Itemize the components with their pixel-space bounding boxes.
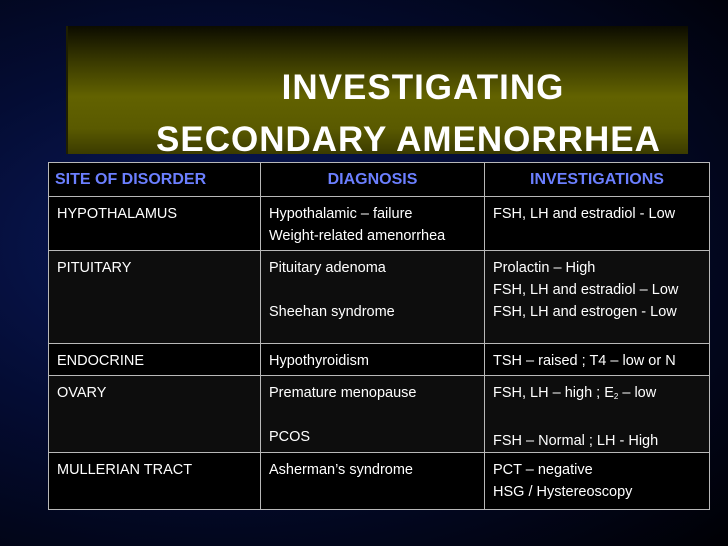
cell-diagnosis [261, 453, 485, 510]
table-row [49, 344, 710, 376]
table-row [49, 251, 710, 344]
header-site: SITE OF DISORDER [49, 163, 261, 197]
cell-diagnosis [261, 251, 485, 344]
cell-investigations [485, 376, 710, 453]
title-band [66, 26, 688, 159]
investigation-line: FSH, LH and estrogen - Low [493, 304, 677, 320]
cell-site: OVARY [49, 376, 261, 453]
header-investigations: INVESTIGATIONS [485, 163, 710, 197]
cell-diagnosis [261, 197, 485, 251]
title-line-2: SECONDARY AMENORRHEA [156, 120, 661, 159]
table-row [49, 453, 710, 510]
table-row [49, 197, 710, 251]
cell-site: MULLERIAN TRACT [49, 453, 261, 510]
investigation-line: Prolactin – High [493, 260, 596, 276]
title-line-1: INVESTIGATING [281, 68, 565, 107]
cell-diagnosis [261, 376, 485, 453]
table-row [49, 376, 710, 453]
investigation-text: FSH, LH – high ; E [493, 385, 614, 401]
header-diagnosis: DIAGNOSIS [261, 163, 485, 197]
cell-investigations [485, 251, 710, 344]
investigation-line: FSH, LH and estradiol - Low [493, 206, 676, 222]
table-header-row [49, 163, 710, 197]
diagnosis-line: Hypothyroidism [269, 353, 369, 369]
amenorrhea-table [48, 162, 710, 510]
cell-diagnosis [261, 344, 485, 376]
investigation-line: HSG / Hystereoscopy [493, 484, 633, 500]
cell-investigations [485, 197, 710, 251]
investigation-line: FSH, LH and estradiol – Low [493, 282, 679, 298]
diagnosis-line: Weight-related amenorrhea [269, 228, 446, 244]
cell-site: PITUITARY [49, 251, 261, 344]
investigation-line: TSH – raised ; T4 – low or N [493, 353, 676, 369]
cell-investigations [485, 453, 710, 510]
investigation-line [493, 382, 701, 408]
diagnosis-line: PCOS [269, 429, 311, 445]
subscript-2: 2 [613, 392, 619, 401]
investigation-line: PCT – negative [493, 462, 593, 478]
cell-investigations [485, 344, 710, 376]
diagnosis-line: Premature menopause [269, 385, 417, 401]
diagnosis-line: Asherman’s syndrome [269, 462, 413, 478]
investigation-line: FSH – Normal ; LH - High [493, 433, 659, 449]
cell-site: ENDOCRINE [49, 344, 261, 376]
diagnosis-line: Hypothalamic – failure [269, 206, 413, 222]
investigation-text: – low [618, 385, 657, 401]
diagnosis-line: Sheehan syndrome [269, 304, 395, 320]
diagnosis-line: Pituitary adenoma [269, 260, 386, 276]
cell-site: HYPOTHALAMUS [49, 197, 261, 251]
